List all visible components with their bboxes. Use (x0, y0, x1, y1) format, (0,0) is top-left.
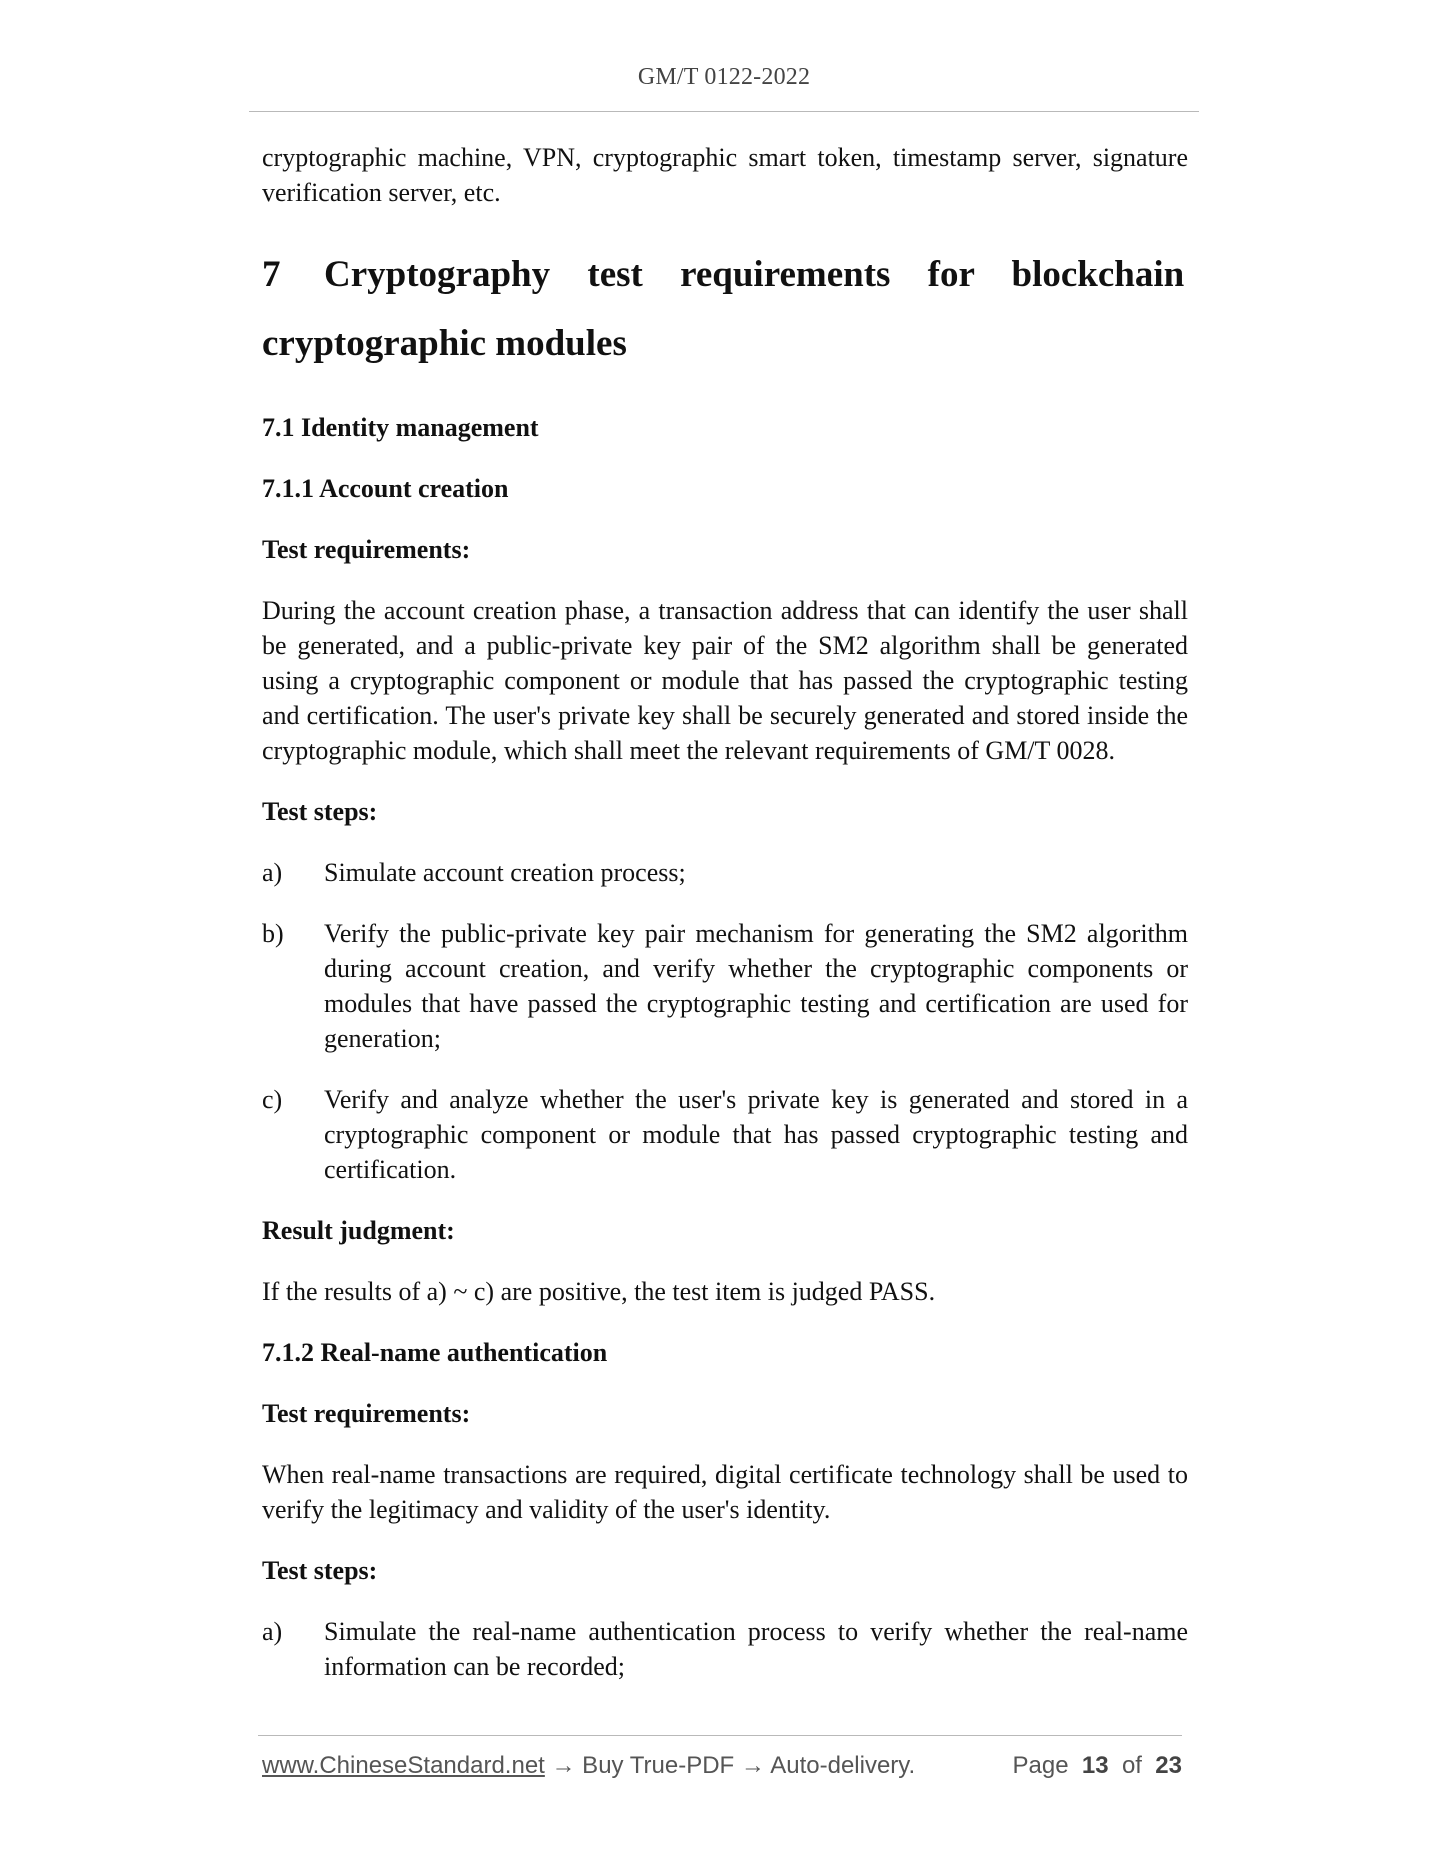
list-text: Simulate account creation process; (324, 858, 686, 887)
result-judgment-label: Result judgment: (262, 1216, 455, 1245)
footer-divider (258, 1735, 1182, 1736)
page-word: Page (1012, 1752, 1069, 1779)
section-7-number: 7 (262, 254, 281, 295)
page-total: 23 (1155, 1752, 1182, 1779)
test-requirements-text: During the account creation phase, a transaction address that can identify the user shall be generated, and a public-private key pair of the SM2 algorithm shall be generated using a cryptographic component or module that has passed the cryptographic testing and certification. The user's private key shall be securely generated and stored inside the cryptographic module, which shall meet the relevant requirements of GM/T 0028. (262, 596, 1188, 765)
result-judgment-text: If the results of a) ~ c) are positive, the test item is judged PASS. (262, 1277, 936, 1306)
section-7-1-2-heading: 7.1.2 Real-name authentication (262, 1338, 608, 1367)
list-item (262, 855, 1188, 890)
intro-paragraph: cryptographic machine, VPN, cryptographic smart token, timestamp server, signature verification server, etc. (262, 143, 1188, 207)
test-steps-label: Test steps: (262, 1556, 378, 1585)
promo-text: → Buy True-PDF → Auto-delivery. (544, 1752, 916, 1779)
page-indicator (1012, 1752, 1182, 1780)
list-marker: a) (262, 1617, 283, 1646)
test-requirements-label: Test requirements: (262, 535, 471, 564)
section-7-title-line1: Cryptography test requirements for blockchain (324, 254, 1185, 295)
section-7-title-line2: cryptographic modules (262, 323, 627, 364)
section-7-1-heading: 7.1 Identity management (262, 413, 539, 442)
list-text: Simulate the real-name authentication process to verify whether the real-name information can be recorded; (324, 1617, 1188, 1681)
footer-promo (262, 1752, 915, 1780)
section-7-heading (262, 240, 1188, 309)
list-marker: b) (262, 919, 284, 948)
of-word: of (1121, 1752, 1142, 1779)
list-marker: a) (262, 858, 283, 887)
list-item (262, 916, 1188, 1056)
section-7-1-1-heading: 7.1.1 Account creation (262, 474, 509, 503)
page-current: 13 (1081, 1752, 1109, 1779)
list-marker: c) (262, 1085, 283, 1114)
list-item (262, 1082, 1188, 1187)
test-requirements-text: When real-name transactions are required, digital certificate technology shall be used to verify the legitimacy and validity of the user's identity. (262, 1460, 1188, 1524)
list-item (262, 1614, 1188, 1684)
list-text: Verify the public-private key pair mechanism for generating the SM2 algorithm during account creation, and verify whether the cryptographic components or modules that have passed the cryptographic testing and certification are used for generation; (324, 919, 1188, 1053)
page-content (262, 140, 1188, 1684)
page-header-doc-id: GM/T 0122-2022 (637, 64, 811, 90)
site-link[interactable]: www.ChineseStandard.net (262, 1752, 545, 1779)
list-text: Verify and analyze whether the user's private key is generated and stored in a cryptographic component or module that has passed cryptographic testing and certification. (324, 1085, 1188, 1184)
page-footer (262, 1752, 1182, 1780)
test-steps-label: Test steps: (262, 797, 378, 826)
test-requirements-label: Test requirements: (262, 1399, 471, 1428)
header-divider (249, 111, 1199, 112)
